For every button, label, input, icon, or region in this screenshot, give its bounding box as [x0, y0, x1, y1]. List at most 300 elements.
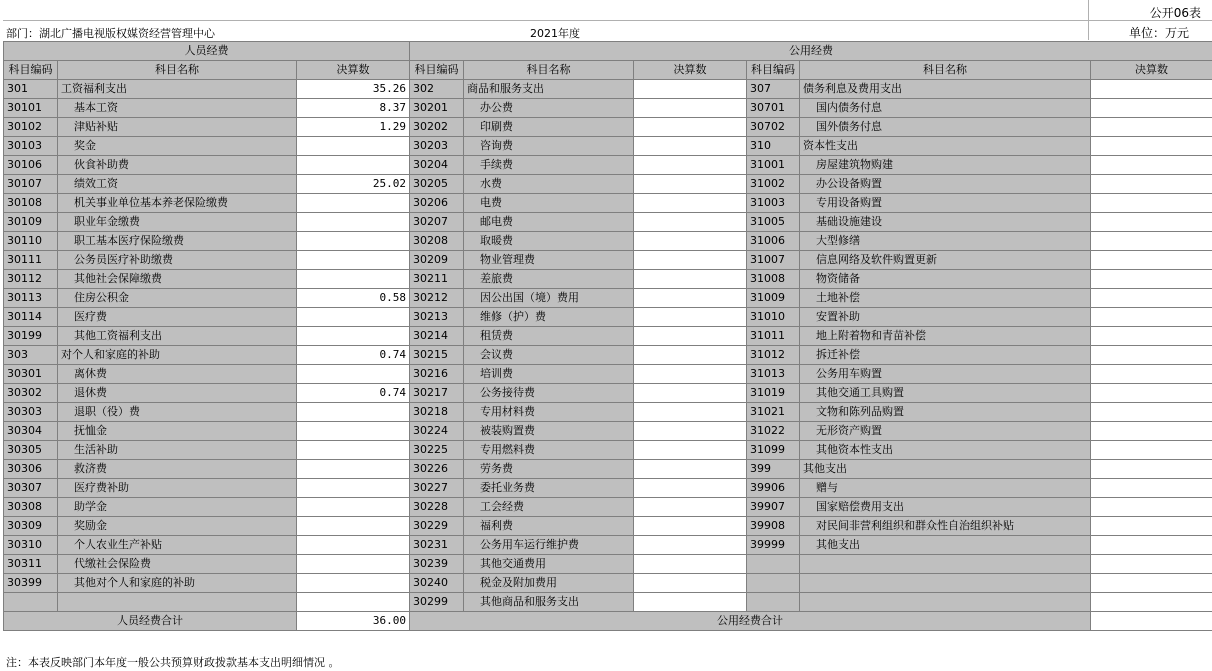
subject-code: 30303	[4, 403, 58, 422]
subject-code: 30308	[4, 498, 58, 517]
subject-code: 301	[4, 80, 58, 99]
col-header-code: 科目编码	[747, 61, 800, 80]
subject-code: 31002	[747, 175, 800, 194]
subject-name: 国内债务付息	[800, 99, 1091, 118]
amount-cell: 0.58	[297, 289, 410, 308]
amount-cell	[297, 194, 410, 213]
subject-code: 303	[4, 346, 58, 365]
table-row	[4, 422, 1212, 441]
table-row	[4, 403, 1212, 422]
subject-name: 委托业务费	[464, 479, 634, 498]
col-header-amount: 决算数	[634, 61, 747, 80]
amount-cell	[634, 593, 747, 612]
col-header-code: 科目编码	[4, 61, 58, 80]
subject-code: 30111	[4, 251, 58, 270]
amount-cell	[297, 555, 410, 574]
amount-cell	[634, 422, 747, 441]
subject-name: 手续费	[464, 156, 634, 175]
amount-cell	[634, 555, 747, 574]
amount-cell	[1091, 118, 1212, 137]
amount-cell	[634, 384, 747, 403]
subject-code: 30103	[4, 137, 58, 156]
amount-cell	[1091, 80, 1212, 99]
subject-name: 专用材料费	[464, 403, 634, 422]
subject-name: 其他支出	[800, 536, 1091, 555]
subject-code: 30202	[410, 118, 464, 137]
subject-code: 31003	[747, 194, 800, 213]
subject-name: 大型修缮	[800, 232, 1091, 251]
amount-cell	[1091, 270, 1212, 289]
subject-code: 30107	[4, 175, 58, 194]
form-number: 公开06表	[1149, 6, 1201, 20]
subject-code: 30102	[4, 118, 58, 137]
subject-name: 信息网络及软件购置更新	[800, 251, 1091, 270]
subject-code: 31008	[747, 270, 800, 289]
amount-cell	[1091, 536, 1212, 555]
totals-row	[4, 612, 1212, 631]
subject-code: 30109	[4, 213, 58, 232]
subject-name: 其他商品和服务支出	[464, 593, 634, 612]
table-row	[4, 574, 1212, 593]
subject-code	[747, 574, 800, 593]
amount-cell	[1091, 289, 1212, 308]
personnel-total-value: 36.00	[297, 612, 410, 631]
amount-cell	[1091, 346, 1212, 365]
subject-name: 差旅费	[464, 270, 634, 289]
amount-cell	[297, 441, 410, 460]
amount-cell: 8.37	[297, 99, 410, 118]
unit-label: 单位：万元	[1128, 26, 1189, 40]
subject-name: 水费	[464, 175, 634, 194]
subject-name: 印刷费	[464, 118, 634, 137]
subject-name: 房屋建筑物购建	[800, 156, 1091, 175]
amount-cell	[1091, 232, 1212, 251]
subject-name: 退休费	[58, 384, 297, 403]
subject-name: 其他支出	[800, 460, 1091, 479]
subject-name: 抚恤金	[58, 422, 297, 441]
subject-name: 住房公积金	[58, 289, 297, 308]
amount-cell	[634, 194, 747, 213]
subject-name: 离休费	[58, 365, 297, 384]
subject-code: 30399	[4, 574, 58, 593]
subject-code: 30701	[747, 99, 800, 118]
subject-name: 绩效工资	[58, 175, 297, 194]
col-header-name: 科目名称	[58, 61, 297, 80]
subject-code: 399	[747, 460, 800, 479]
subject-name: 咨询费	[464, 137, 634, 156]
subject-code: 31001	[747, 156, 800, 175]
subject-code: 30106	[4, 156, 58, 175]
subject-code: 30307	[4, 479, 58, 498]
table-row	[4, 194, 1212, 213]
amount-cell	[1091, 422, 1212, 441]
subject-code: 30201	[410, 99, 464, 118]
subject-code: 30112	[4, 270, 58, 289]
subject-code: 30227	[410, 479, 464, 498]
subject-code: 31009	[747, 289, 800, 308]
amount-cell	[1091, 251, 1212, 270]
amount-cell	[297, 422, 410, 441]
table-row	[4, 327, 1212, 346]
amount-cell	[634, 175, 747, 194]
amount-cell	[297, 498, 410, 517]
subject-code: 30304	[4, 422, 58, 441]
table-row	[4, 365, 1212, 384]
table-row	[4, 555, 1212, 574]
subject-code: 30306	[4, 460, 58, 479]
amount-cell	[297, 365, 410, 384]
subject-code: 30204	[410, 156, 464, 175]
amount-cell	[297, 536, 410, 555]
subject-name: 医疗费补助	[58, 479, 297, 498]
subject-code: 31010	[747, 308, 800, 327]
subject-name	[800, 555, 1091, 574]
department-name: 部门：湖北广播电视版权媒资经营管理中心	[6, 27, 215, 40]
subject-name: 债务利息及费用支出	[800, 80, 1091, 99]
subject-name	[800, 574, 1091, 593]
amount-cell	[634, 536, 747, 555]
amount-cell	[634, 251, 747, 270]
subject-code: 30207	[410, 213, 464, 232]
col-header-code: 科目编码	[410, 61, 464, 80]
subject-code: 30226	[410, 460, 464, 479]
subject-code: 31019	[747, 384, 800, 403]
subject-code: 30209	[410, 251, 464, 270]
subject-name: 文物和陈列品购置	[800, 403, 1091, 422]
subject-code: 30114	[4, 308, 58, 327]
table-row	[4, 460, 1212, 479]
subject-name: 赠与	[800, 479, 1091, 498]
subject-code: 30213	[410, 308, 464, 327]
subject-name: 公务用车运行维护费	[464, 536, 634, 555]
subject-name: 工会经费	[464, 498, 634, 517]
subject-code: 30208	[410, 232, 464, 251]
subject-name: 公务用车购置	[800, 365, 1091, 384]
subject-name: 工资福利支出	[58, 80, 297, 99]
subject-name: 其他对个人和家庭的补助	[58, 574, 297, 593]
amount-cell	[297, 156, 410, 175]
subject-code: 39907	[747, 498, 800, 517]
table-row	[4, 251, 1212, 270]
amount-cell	[1091, 498, 1212, 517]
amount-cell	[297, 593, 410, 612]
amount-cell	[634, 308, 747, 327]
subject-name: 电费	[464, 194, 634, 213]
table-row	[4, 479, 1212, 498]
subject-code: 31022	[747, 422, 800, 441]
amount-cell	[634, 289, 747, 308]
subject-name: 其他资本性支出	[800, 441, 1091, 460]
subject-code: 30206	[410, 194, 464, 213]
amount-cell	[297, 232, 410, 251]
table-row	[4, 80, 1212, 99]
subject-name: 奖励金	[58, 517, 297, 536]
amount-cell	[1091, 137, 1212, 156]
subject-code: 39906	[747, 479, 800, 498]
subject-name: 国外债务付息	[800, 118, 1091, 137]
amount-cell	[297, 574, 410, 593]
subject-code: 30199	[4, 327, 58, 346]
table-row	[4, 517, 1212, 536]
subject-name: 其他工资福利支出	[58, 327, 297, 346]
subject-name: 物业管理费	[464, 251, 634, 270]
personnel-section-header: 人员经费	[4, 42, 410, 61]
subject-name: 商品和服务支出	[464, 80, 634, 99]
subject-code: 30215	[410, 346, 464, 365]
amount-cell	[1091, 517, 1212, 536]
amount-cell: 0.74	[297, 346, 410, 365]
amount-cell	[1091, 403, 1212, 422]
amount-cell	[634, 403, 747, 422]
amount-cell	[1091, 308, 1212, 327]
subject-name: 个人农业生产补贴	[58, 536, 297, 555]
subject-code: 31099	[747, 441, 800, 460]
amount-cell	[634, 441, 747, 460]
subject-code: 30302	[4, 384, 58, 403]
amount-cell	[1091, 194, 1212, 213]
amount-cell	[634, 156, 747, 175]
header-divider	[3, 20, 1212, 21]
table-row	[4, 346, 1212, 365]
subject-name: 取暖费	[464, 232, 634, 251]
table-row	[4, 118, 1212, 137]
subject-name: 职业年金缴费	[58, 213, 297, 232]
amount-cell	[634, 365, 747, 384]
amount-cell	[1091, 574, 1212, 593]
subject-code: 30225	[410, 441, 464, 460]
subject-name: 无形资产购置	[800, 422, 1091, 441]
subject-code: 302	[410, 80, 464, 99]
subject-name: 安置补助	[800, 308, 1091, 327]
subject-code: 30229	[410, 517, 464, 536]
subject-code: 31011	[747, 327, 800, 346]
subject-name: 退职（役）费	[58, 403, 297, 422]
amount-cell	[297, 517, 410, 536]
subject-code: 30231	[410, 536, 464, 555]
table-row	[4, 99, 1212, 118]
subject-code: 39908	[747, 517, 800, 536]
subject-name: 基本工资	[58, 99, 297, 118]
subject-name	[800, 593, 1091, 612]
subject-name: 助学金	[58, 498, 297, 517]
amount-cell	[634, 232, 747, 251]
table-row	[4, 175, 1212, 194]
subject-name: 拆迁补偿	[800, 346, 1091, 365]
subject-name: 办公设备购置	[800, 175, 1091, 194]
amount-cell	[634, 517, 747, 536]
personnel-total-label: 人员经费合计	[4, 612, 297, 631]
subject-code: 30311	[4, 555, 58, 574]
subject-name: 土地补偿	[800, 289, 1091, 308]
subject-name: 机关事业单位基本养老保险缴费	[58, 194, 297, 213]
table-row	[4, 289, 1212, 308]
subject-code: 31007	[747, 251, 800, 270]
col-header-name: 科目名称	[464, 61, 634, 80]
subject-name: 税金及附加费用	[464, 574, 634, 593]
subject-code	[4, 593, 58, 612]
amount-cell	[297, 270, 410, 289]
amount-cell	[297, 137, 410, 156]
subject-code: 30224	[410, 422, 464, 441]
footnote: 注：本表反映部门本年度一般公共预算财政拨款基本支出明细情况 。	[6, 656, 340, 669]
amount-cell	[297, 479, 410, 498]
amount-cell	[634, 118, 747, 137]
subject-name: 生活补助	[58, 441, 297, 460]
subject-code: 30101	[4, 99, 58, 118]
amount-cell	[634, 213, 747, 232]
col-header-name: 科目名称	[800, 61, 1091, 80]
amount-cell	[1091, 213, 1212, 232]
amount-cell	[634, 574, 747, 593]
subject-name: 福利费	[464, 517, 634, 536]
subject-name: 对民间非营利组织和群众性自治组织补贴	[800, 517, 1091, 536]
subject-code: 30228	[410, 498, 464, 517]
subject-code: 30110	[4, 232, 58, 251]
subject-name: 物资储备	[800, 270, 1091, 289]
amount-cell	[1091, 593, 1212, 612]
amount-cell	[1091, 99, 1212, 118]
subject-name: 专用燃料费	[464, 441, 634, 460]
amount-cell	[1091, 460, 1212, 479]
subject-name: 会议费	[464, 346, 634, 365]
amount-cell	[297, 403, 410, 422]
subject-name: 救济费	[58, 460, 297, 479]
subject-name: 维修（护）费	[464, 308, 634, 327]
amount-cell	[1091, 327, 1212, 346]
subject-name: 公务员医疗补助缴费	[58, 251, 297, 270]
subject-code: 31012	[747, 346, 800, 365]
subject-code: 30216	[410, 365, 464, 384]
subject-name: 邮电费	[464, 213, 634, 232]
amount-cell	[634, 479, 747, 498]
table-row	[4, 593, 1212, 612]
subject-name: 被装购置费	[464, 422, 634, 441]
subject-name: 公务接待费	[464, 384, 634, 403]
subject-code: 30108	[4, 194, 58, 213]
subject-code: 310	[747, 137, 800, 156]
amount-cell	[634, 137, 747, 156]
subject-name: 其他交通费用	[464, 555, 634, 574]
subject-code: 31021	[747, 403, 800, 422]
subject-code: 39999	[747, 536, 800, 555]
amount-cell	[634, 270, 747, 289]
public-total-value	[1091, 612, 1212, 631]
subject-code: 30309	[4, 517, 58, 536]
table-row	[4, 213, 1212, 232]
amount-cell	[297, 213, 410, 232]
subject-code: 30211	[410, 270, 464, 289]
amount-cell: 0.74	[297, 384, 410, 403]
public-total-label: 公用经费合计	[410, 612, 1091, 631]
amount-cell: 1.29	[297, 118, 410, 137]
subject-code: 30240	[410, 574, 464, 593]
amount-cell: 25.02	[297, 175, 410, 194]
subject-code: 31005	[747, 213, 800, 232]
subject-name: 专用设备购置	[800, 194, 1091, 213]
table-row	[4, 137, 1212, 156]
subject-name: 地上附着物和青苗补偿	[800, 327, 1091, 346]
amount-cell	[1091, 555, 1212, 574]
subject-name: 代缴社会保险费	[58, 555, 297, 574]
subject-code	[747, 555, 800, 574]
subject-code: 30702	[747, 118, 800, 137]
subject-code	[747, 593, 800, 612]
table-row	[4, 270, 1212, 289]
subject-code: 30212	[410, 289, 464, 308]
subject-name: 职工基本医疗保险缴费	[58, 232, 297, 251]
subject-code: 30239	[410, 555, 464, 574]
amount-cell	[634, 327, 747, 346]
amount-cell	[634, 460, 747, 479]
subject-name: 伙食补助费	[58, 156, 297, 175]
subject-code: 30205	[410, 175, 464, 194]
amount-cell	[634, 346, 747, 365]
table-row	[4, 308, 1212, 327]
subject-code: 31006	[747, 232, 800, 251]
table-row	[4, 498, 1212, 517]
subject-name: 办公费	[464, 99, 634, 118]
subject-name: 津贴补贴	[58, 118, 297, 137]
amount-cell	[634, 99, 747, 118]
subject-code: 30218	[410, 403, 464, 422]
public-section-header: 公用经费	[410, 42, 1212, 61]
subject-name: 基础设施建设	[800, 213, 1091, 232]
subject-code: 30217	[410, 384, 464, 403]
subject-code: 30310	[4, 536, 58, 555]
col-header-amount: 决算数	[1091, 61, 1212, 80]
col-header-amount: 决算数	[297, 61, 410, 80]
expenditure-table	[3, 41, 1212, 631]
subject-name: 租赁费	[464, 327, 634, 346]
subject-name: 对个人和家庭的补助	[58, 346, 297, 365]
amount-cell	[634, 80, 747, 99]
subject-name: 因公出国（境）费用	[464, 289, 634, 308]
subject-code: 30113	[4, 289, 58, 308]
amount-cell	[297, 327, 410, 346]
subject-name	[58, 593, 297, 612]
subject-name: 劳务费	[464, 460, 634, 479]
subject-code: 307	[747, 80, 800, 99]
table-row	[4, 232, 1212, 251]
table-row	[4, 156, 1212, 175]
subject-name: 国家赔偿费用支出	[800, 498, 1091, 517]
amount-cell	[1091, 175, 1212, 194]
amount-cell	[1091, 479, 1212, 498]
subject-code: 30203	[410, 137, 464, 156]
amount-cell	[1091, 156, 1212, 175]
subject-code: 31013	[747, 365, 800, 384]
subject-name: 其他交通工具购置	[800, 384, 1091, 403]
amount-cell	[634, 498, 747, 517]
subject-name: 奖金	[58, 137, 297, 156]
subject-name: 资本性支出	[800, 137, 1091, 156]
subject-code: 30305	[4, 441, 58, 460]
table-row	[4, 384, 1212, 403]
table-row	[4, 441, 1212, 460]
subject-name: 其他社会保障缴费	[58, 270, 297, 289]
subject-name: 培训费	[464, 365, 634, 384]
amount-cell	[1091, 441, 1212, 460]
amount-cell	[297, 251, 410, 270]
subject-code: 30301	[4, 365, 58, 384]
amount-cell: 35.26	[297, 80, 410, 99]
table-row	[4, 536, 1212, 555]
subject-code: 30299	[410, 593, 464, 612]
amount-cell	[1091, 365, 1212, 384]
amount-cell	[1091, 384, 1212, 403]
fiscal-year: 2021年度	[530, 27, 580, 40]
amount-cell	[297, 460, 410, 479]
